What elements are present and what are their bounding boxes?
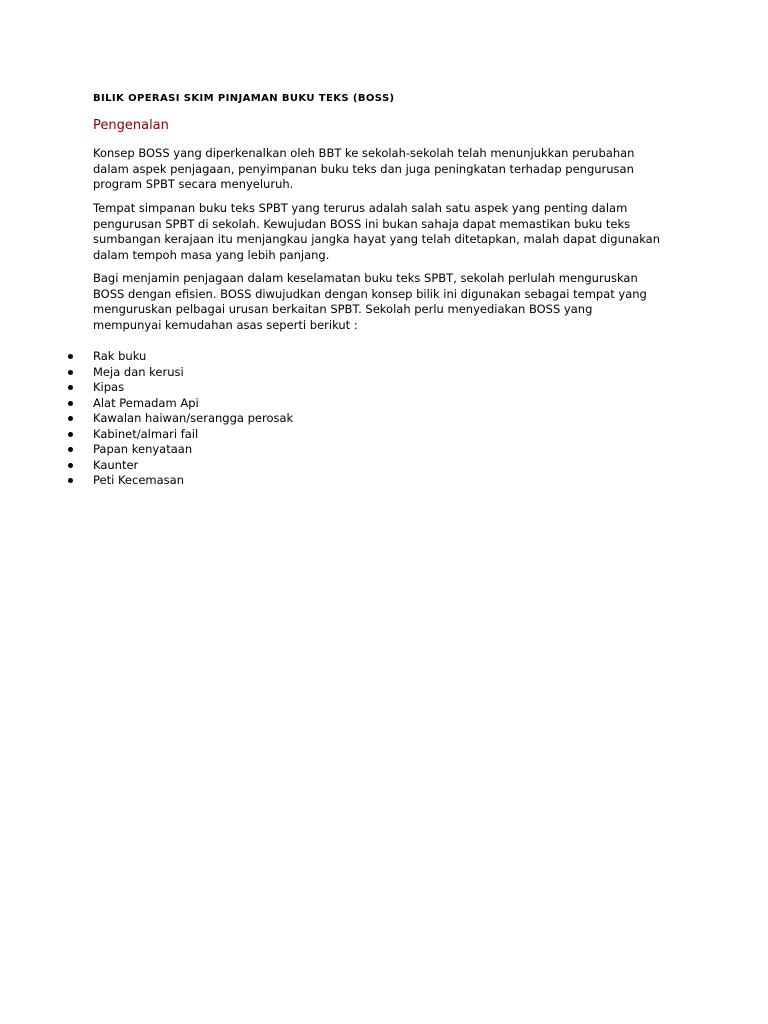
bullet-icon — [68, 370, 73, 375]
paragraph-storage — [93, 201, 683, 263]
bullet-icon — [68, 478, 73, 483]
paragraph-line: Konsep BOSS yang diperkenalkan oleh BBT ke sekolah-sekolah telah menunjukkan perubahan — [93, 146, 635, 160]
paragraph-facilities — [93, 271, 683, 333]
paragraph-line: Tempat simpanan buku teks SPBT yang terurus adalah salah satu aspek yang penting dalam — [93, 201, 628, 215]
bullet-icon — [68, 385, 73, 390]
paragraph-line: BOSS dengan efisien. BOSS diwujudkan dengan konsep bilik ini digunakan sebagai tempat yang — [93, 286, 647, 301]
paragraph-intro — [93, 146, 683, 193]
list-item-text: Rak buku — [93, 349, 147, 363]
list-item-text: Meja dan kerusi — [93, 364, 184, 379]
list-item-text: Papan kenyataan — [93, 442, 193, 456]
paragraph-line: dalam tempoh masa yang lebih panjang. — [93, 247, 330, 262]
bullet-icon — [68, 463, 73, 468]
paragraph-line: dalam aspek penjagaan, penyimpanan buku teks dan juga peningkatan terhadap pengurusan — [93, 161, 634, 176]
list-item-text: Peti Kecemasan — [93, 473, 184, 487]
list-item-text: Alat Pemadam Api — [93, 395, 199, 410]
paragraph-line: sumbangan kerajaan itu menjangkau jangka hayat yang telah ditetapkan, malah dapat digunakan — [93, 232, 660, 246]
list-item-text: Kipas — [93, 380, 125, 394]
paragraph-line: pengurusan SPBT di sekolah. Kewujudan BOSS ini bukan sahaja dapat memastikan buku teks — [93, 216, 631, 231]
document-title: BILIK OPERASI SKIM PINJAMAN BUKU TEKS (BOSS) — [93, 93, 395, 104]
list-item-text: Kabinet/almari fail — [93, 426, 199, 441]
bullet-icon — [68, 401, 73, 406]
paragraph-line: program SPBT secara menyeluruh. — [93, 177, 294, 191]
paragraph-line: Bagi menjamin penjagaan dalam keselamatan buku teks SPBT, sekolah perlulah menguruskan — [93, 271, 638, 285]
bullet-icon — [68, 447, 73, 452]
paragraph-line: menguruskan pelbagai urusan berkaitan SPBT. Sekolah perlu menyediakan BOSS yang — [93, 302, 593, 316]
section-heading: Pengenalan — [93, 118, 169, 133]
bullet-icon — [68, 416, 73, 421]
bullet-icon — [68, 432, 73, 437]
paragraph-line: mempunyai kemudahan asas seperti berikut : — [93, 317, 358, 332]
list-item-text: Kawalan haiwan/serangga perosak — [93, 411, 294, 425]
list-item-text: Kaunter — [93, 457, 139, 472]
bullet-icon — [68, 354, 73, 359]
